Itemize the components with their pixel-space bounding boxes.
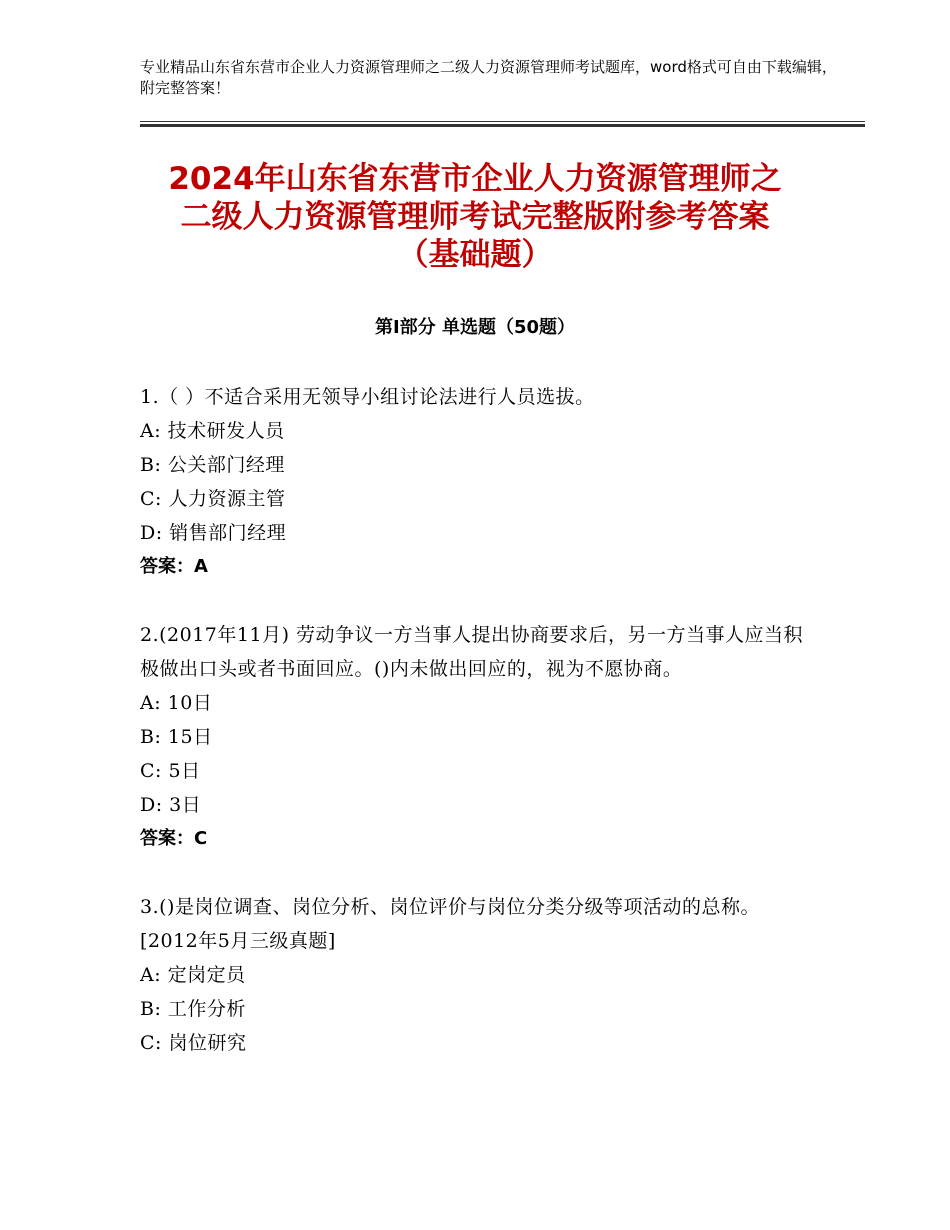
option-b: B: 15日 xyxy=(140,726,213,748)
option-d: D: 3日 xyxy=(140,794,202,816)
title-line-3: （基础题） xyxy=(397,237,553,273)
option-b: B: 工作分析 xyxy=(140,998,246,1020)
title-line-1: 2024年山东省东营市企业人力资源管理师之 xyxy=(168,161,782,197)
option-c: C: 人力资源主管 xyxy=(140,488,286,510)
header-note: 专业精品山东省东营市企业人力资源管理师之二级人力资源管理师考试题库，word格式可自由下载编辑，附完整答案！ xyxy=(140,58,837,97)
answer-label: 答案：C xyxy=(140,828,208,849)
title-line-2: 二级人力资源管理师考试完整版附参考答案 xyxy=(180,199,770,235)
question-1 xyxy=(140,380,812,584)
answer-label: 答案：A xyxy=(140,556,208,577)
question-stem: 3.()是岗位调查、岗位分析、岗位评价与岗位分类分级等项活动的总称。[2012年5月三级真题] xyxy=(140,896,760,952)
option-d: D: 销售部门经理 xyxy=(140,522,287,544)
header-rule-top xyxy=(140,121,865,122)
option-b: B: 公关部门经理 xyxy=(140,454,285,476)
document-title xyxy=(110,160,840,274)
option-a: A: 定岗定员 xyxy=(140,964,246,986)
question-3 xyxy=(140,890,812,1060)
question-list xyxy=(140,380,812,1094)
option-c: C: 5日 xyxy=(140,760,201,782)
question-stem: 2.(2017年11月) 劳动争议一方当事人提出协商要求后，另一方当事人应当积极做出口头或者书面回应。()内未做出回应的，视为不愿协商。 xyxy=(140,624,804,680)
option-a: A: 10日 xyxy=(140,692,213,714)
option-c: C: 岗位研究 xyxy=(140,1032,247,1054)
header-rule-bottom xyxy=(140,124,865,127)
option-a: A: 技术研发人员 xyxy=(140,420,285,442)
question-stem: 1.（ ）不适合采用无领导小组讨论法进行人员选拔。 xyxy=(140,386,595,408)
section-heading: 第Ⅰ部分 单选题（50题） xyxy=(374,317,575,338)
question-2 xyxy=(140,618,812,856)
